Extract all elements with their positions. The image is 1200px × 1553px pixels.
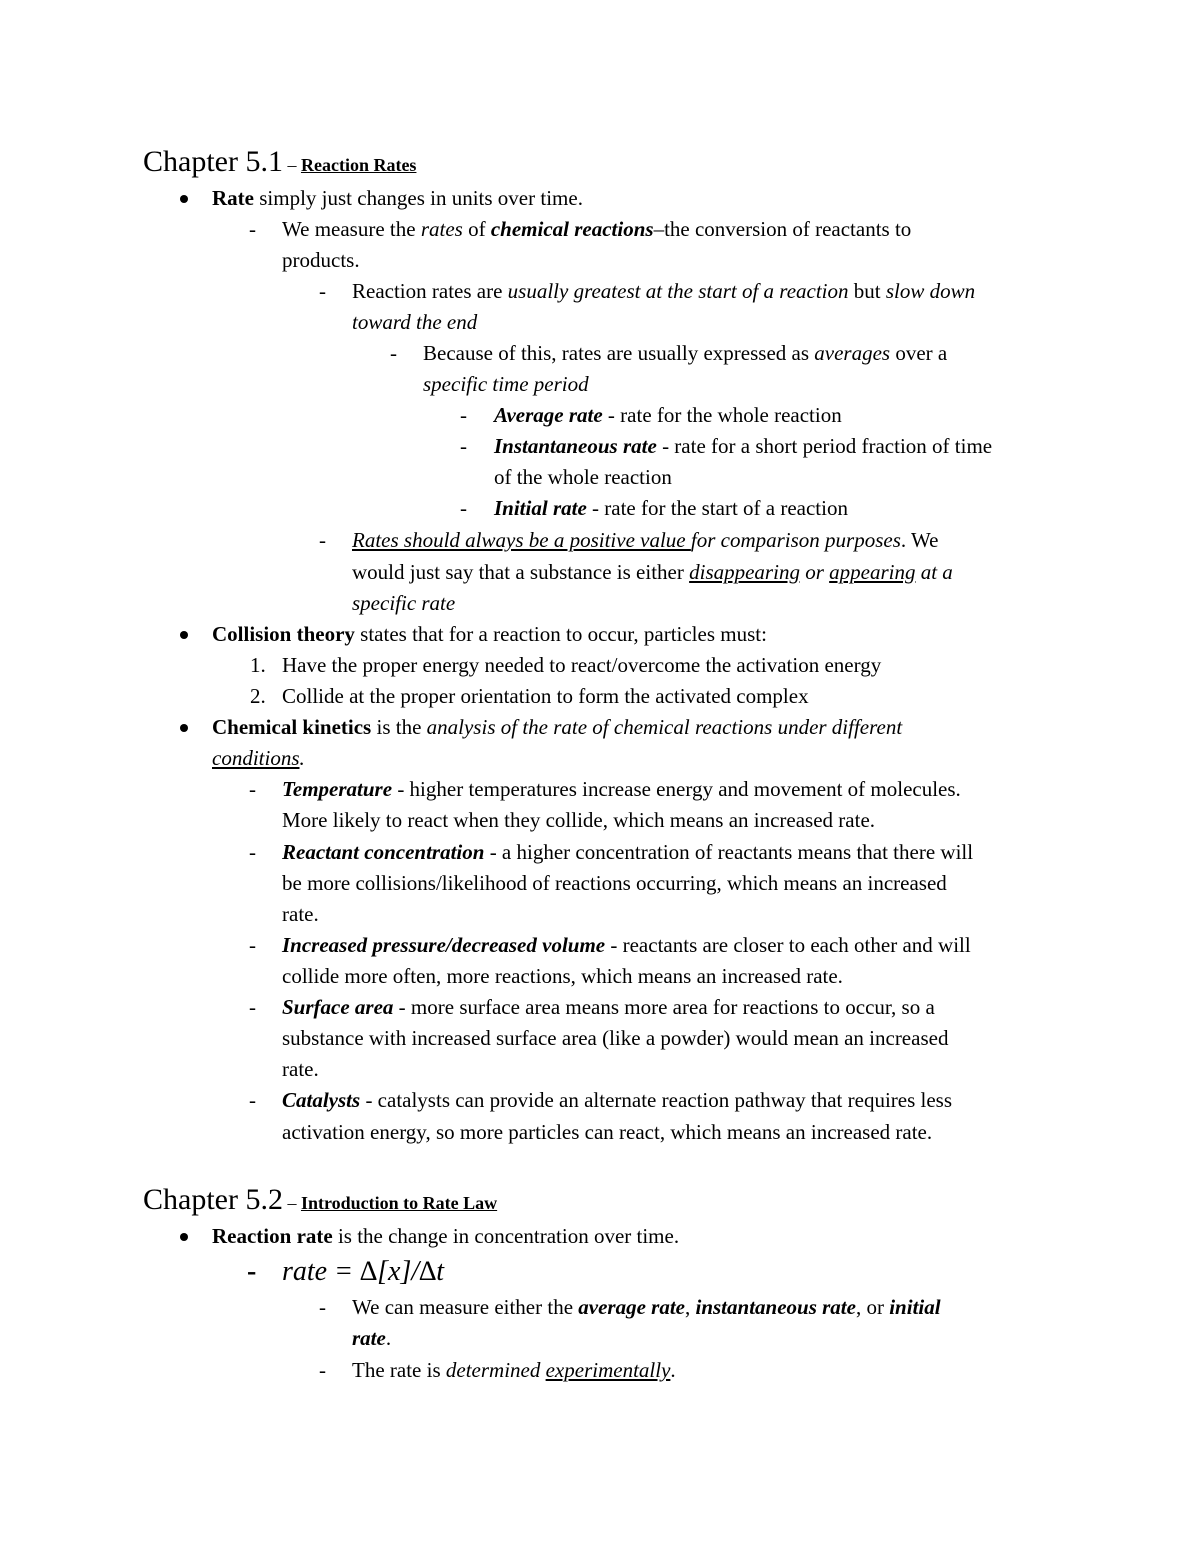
dash-marker: - [249, 840, 256, 864]
bullet-icon [180, 1221, 188, 1241]
dash-marker: - [460, 434, 467, 458]
chapter-5-2-heading: Chapter 5.2 – Introduction to Rate Law [143, 1183, 498, 1216]
dash-marker: - [249, 933, 256, 957]
temperature-line-cont: More likely to react when they collide, which means an increased rate. [282, 808, 876, 832]
dash-marker: - [319, 1358, 326, 1382]
measure-line: We measure the rates of chemical reactions–the conversion of reactants to [282, 217, 912, 241]
because-line: Because of this, rates are usually expressed as averages over a [423, 341, 948, 365]
collision-theory-line: Collision theory states that for a reaction to occur, particles must: [212, 622, 767, 646]
bullet-icon [180, 712, 188, 732]
reaction-rate-line: Reaction rate is the change in concentration over time. [212, 1224, 680, 1248]
pressure-line: Increased pressure/decreased volume - reactants are closer to each other and will [282, 933, 971, 957]
catalysts-line-cont: activation energy, so more particles can react, which means an increased rate. [282, 1120, 933, 1144]
dash-marker: - [249, 217, 256, 241]
dash-marker: - [249, 1088, 256, 1112]
initial-rate-line: Initial rate - rate for the start of a reaction [494, 496, 848, 520]
average-rate-line: Average rate - rate for the whole reaction [494, 403, 842, 427]
dash-marker: - [319, 528, 326, 552]
list-number: 1. [250, 653, 266, 677]
because-line-cont: specific time period [423, 372, 589, 396]
dash-marker: - [460, 496, 467, 520]
surface-area-line: Surface area - more surface area means more area for reactions to occur, so a [282, 995, 935, 1019]
positive-line-cont2: specific rate [352, 591, 456, 615]
concentration-line-cont2: rate. [282, 902, 319, 926]
dash-marker: - [319, 1295, 326, 1319]
concentration-line: Reactant concentration - a higher concentration of reactants means that there will [282, 840, 974, 864]
surface-area-line-cont: substance with increased surface area (like a powder) would mean an increased [282, 1026, 949, 1050]
pressure-line-cont: collide more often, more reactions, which means an increased rate. [282, 964, 843, 988]
list-number: 2. [250, 684, 266, 708]
rate-equation: rate = ∆[x]/∆t [282, 1256, 445, 1287]
catalysts-line: Catalysts - catalysts can provide an alternate reaction pathway that requires less [282, 1088, 953, 1112]
kinetics-line-cont: conditions. [212, 746, 305, 770]
bullet-icon [180, 183, 188, 203]
dash-marker: - [247, 1256, 257, 1287]
list-item: Collide at the proper orientation to form the activated complex [282, 684, 809, 708]
dash-marker: - [249, 777, 256, 801]
measure-either-line-cont: rate. [352, 1326, 392, 1350]
dash-marker: - [319, 279, 326, 303]
rate-definition: Rate simply just changes in units over time. [212, 186, 583, 210]
temperature-line: Temperature - higher temperatures increase energy and movement of molecules. [282, 777, 961, 801]
greatest-line: Reaction rates are usually greatest at the start of a reaction but slow down [352, 279, 976, 303]
chapter-5-1-heading: Chapter 5.1 – Reaction Rates [143, 145, 417, 178]
measure-line-cont: products. [282, 248, 360, 272]
concentration-line-cont: be more collisions/likelihood of reactions occurring, which means an increased [282, 871, 947, 895]
instantaneous-rate-line: Instantaneous rate - rate for a short period fraction of time [494, 434, 993, 458]
measure-either-line: We can measure either the average rate, instantaneous rate, or initial [352, 1295, 941, 1319]
positive-line-cont: would just say that a substance is either disappearing or appearing at a [352, 560, 953, 584]
dash-marker: - [249, 995, 256, 1019]
kinetics-line: Chemical kinetics is the analysis of the rate of chemical reactions under different [212, 715, 903, 739]
positive-line: Rates should always be a positive value for comparison purposes. We [352, 528, 939, 552]
dash-marker: - [460, 403, 467, 427]
experimental-line: The rate is determined experimentally. [352, 1358, 676, 1382]
dash-marker: - [390, 341, 397, 365]
bullet-icon [180, 619, 188, 639]
list-item: Have the proper energy needed to react/overcome the activation energy [282, 653, 882, 677]
instantaneous-rate-line-cont: of the whole reaction [494, 465, 672, 489]
greatest-line-cont: toward the end [352, 310, 478, 334]
surface-area-line-cont2: rate. [282, 1057, 319, 1081]
